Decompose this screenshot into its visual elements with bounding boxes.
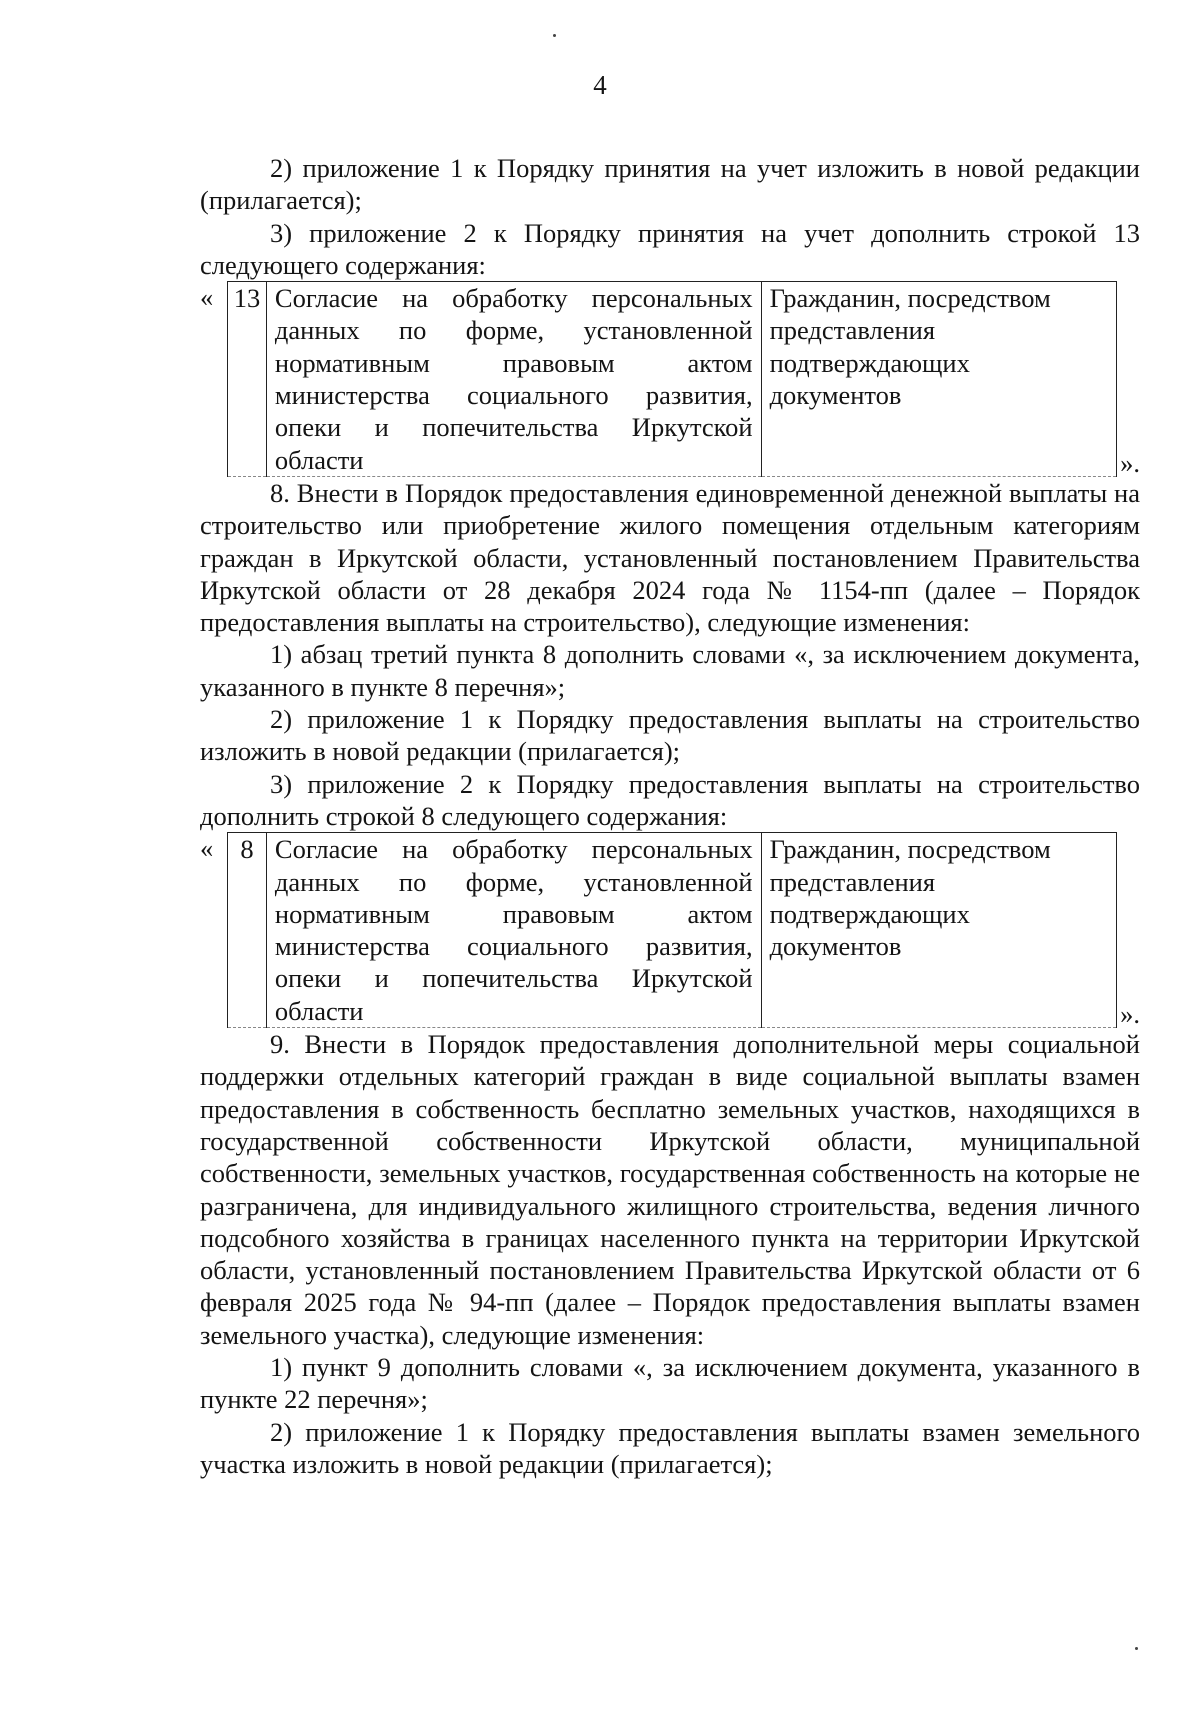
paragraph-9: 9. Внести в Порядок предоставления дополнительной меры социальной поддержки отдельных категорий граждан в виде социальной выплаты взамен предоставления в собственность бесплатно земельных участков, находящихся в государственной собственности Иркутской области, муниципальной собственности, земельных участков, государственная собственность на которые не разграничена, для индивидуального жилищного строительства, ведения личного подсобного хозяйства в границах населенного пункта на территории Иркутской области, установленный постановлением Правительства Иркутской области от 6 февраля 2025 года № 94-пп (далее – Порядок предоставления выплаты взамен земельного участка), следующие изменения: [200,1029,1140,1350]
closing-quote: ». [1120,998,1140,1029]
opening-quote: « [200,282,214,313]
closing-quote: ». [1120,447,1140,478]
inserted-row-8 [200,832,1140,1028]
paragraph-7-3: 3) приложение 2 к Порядку принятия на учет дополнить строкой 13 следующего содержания: [200,217,1140,280]
scan-speck-bottom [1135,1647,1138,1650]
row-number: 13 [228,282,267,477]
table-row [228,833,1117,1028]
paragraph-9-1: 1) пункт 9 дополнить словами «, за исключением документа, указанного в пункте 22 перечня»; [200,1351,1140,1415]
scan-speck-top [553,34,556,37]
inserted-table-13 [227,281,1117,477]
document-name-cell: Согласие на обработку персональных данных по форме, установленной нормативным правовым актом министерства социального развития, опеки и попечительства Иркутской области [266,833,761,1028]
paragraph-8-2: 2) приложение 1 к Порядку предоставления выплаты на строительство изложить в новой редакции (прилагается); [200,704,1140,767]
paragraph-7-2: 2) приложение 1 к Порядку принятия на учет изложить в новой редакции (прилагается); [200,153,1140,216]
provider-cell: Гражданин, посредством представления подтверждающих документов [761,282,1116,477]
document-name-cell: Согласие на обработку персональных данных по форме, установленной нормативным правовым актом министерства социального развития, опеки и попечительства Иркутской области [266,282,761,477]
table-row [228,282,1117,477]
opening-quote: « [200,833,214,864]
provider-cell: Гражданин, посредством представления подтверждающих документов [761,833,1116,1028]
paragraph-8-3: 3) приложение 2 к Порядку предоставления выплаты на строительство дополнить строкой 8 следующего содержания: [200,768,1140,831]
paragraph-8-1: 1) абзац третий пункта 8 дополнить словами «, за исключением документа, указанного в пункте 8 перечня»; [200,639,1140,702]
row-number: 8 [228,833,267,1028]
inserted-row-13 [200,281,1140,477]
paragraph-9-2: 2) приложение 1 к Порядку предоставления выплаты взамен земельного участка изложить в новой редакции (прилагается); [200,1416,1140,1479]
inserted-table-8 [227,832,1117,1028]
document-body [200,152,1140,1480]
page-number: 4 [593,70,607,100]
paragraph-8: 8. Внести в Порядок предоставления единовременной денежной выплаты на строительство или приобретение жилого помещения отдельным категориям граждан в Иркутской области, установленный постановлением Правительства Иркутской области от 28 декабря 2024 года № 1154-пп (далее – Порядок предоставления выплаты на строительство), следующие изменения: [200,477,1140,638]
